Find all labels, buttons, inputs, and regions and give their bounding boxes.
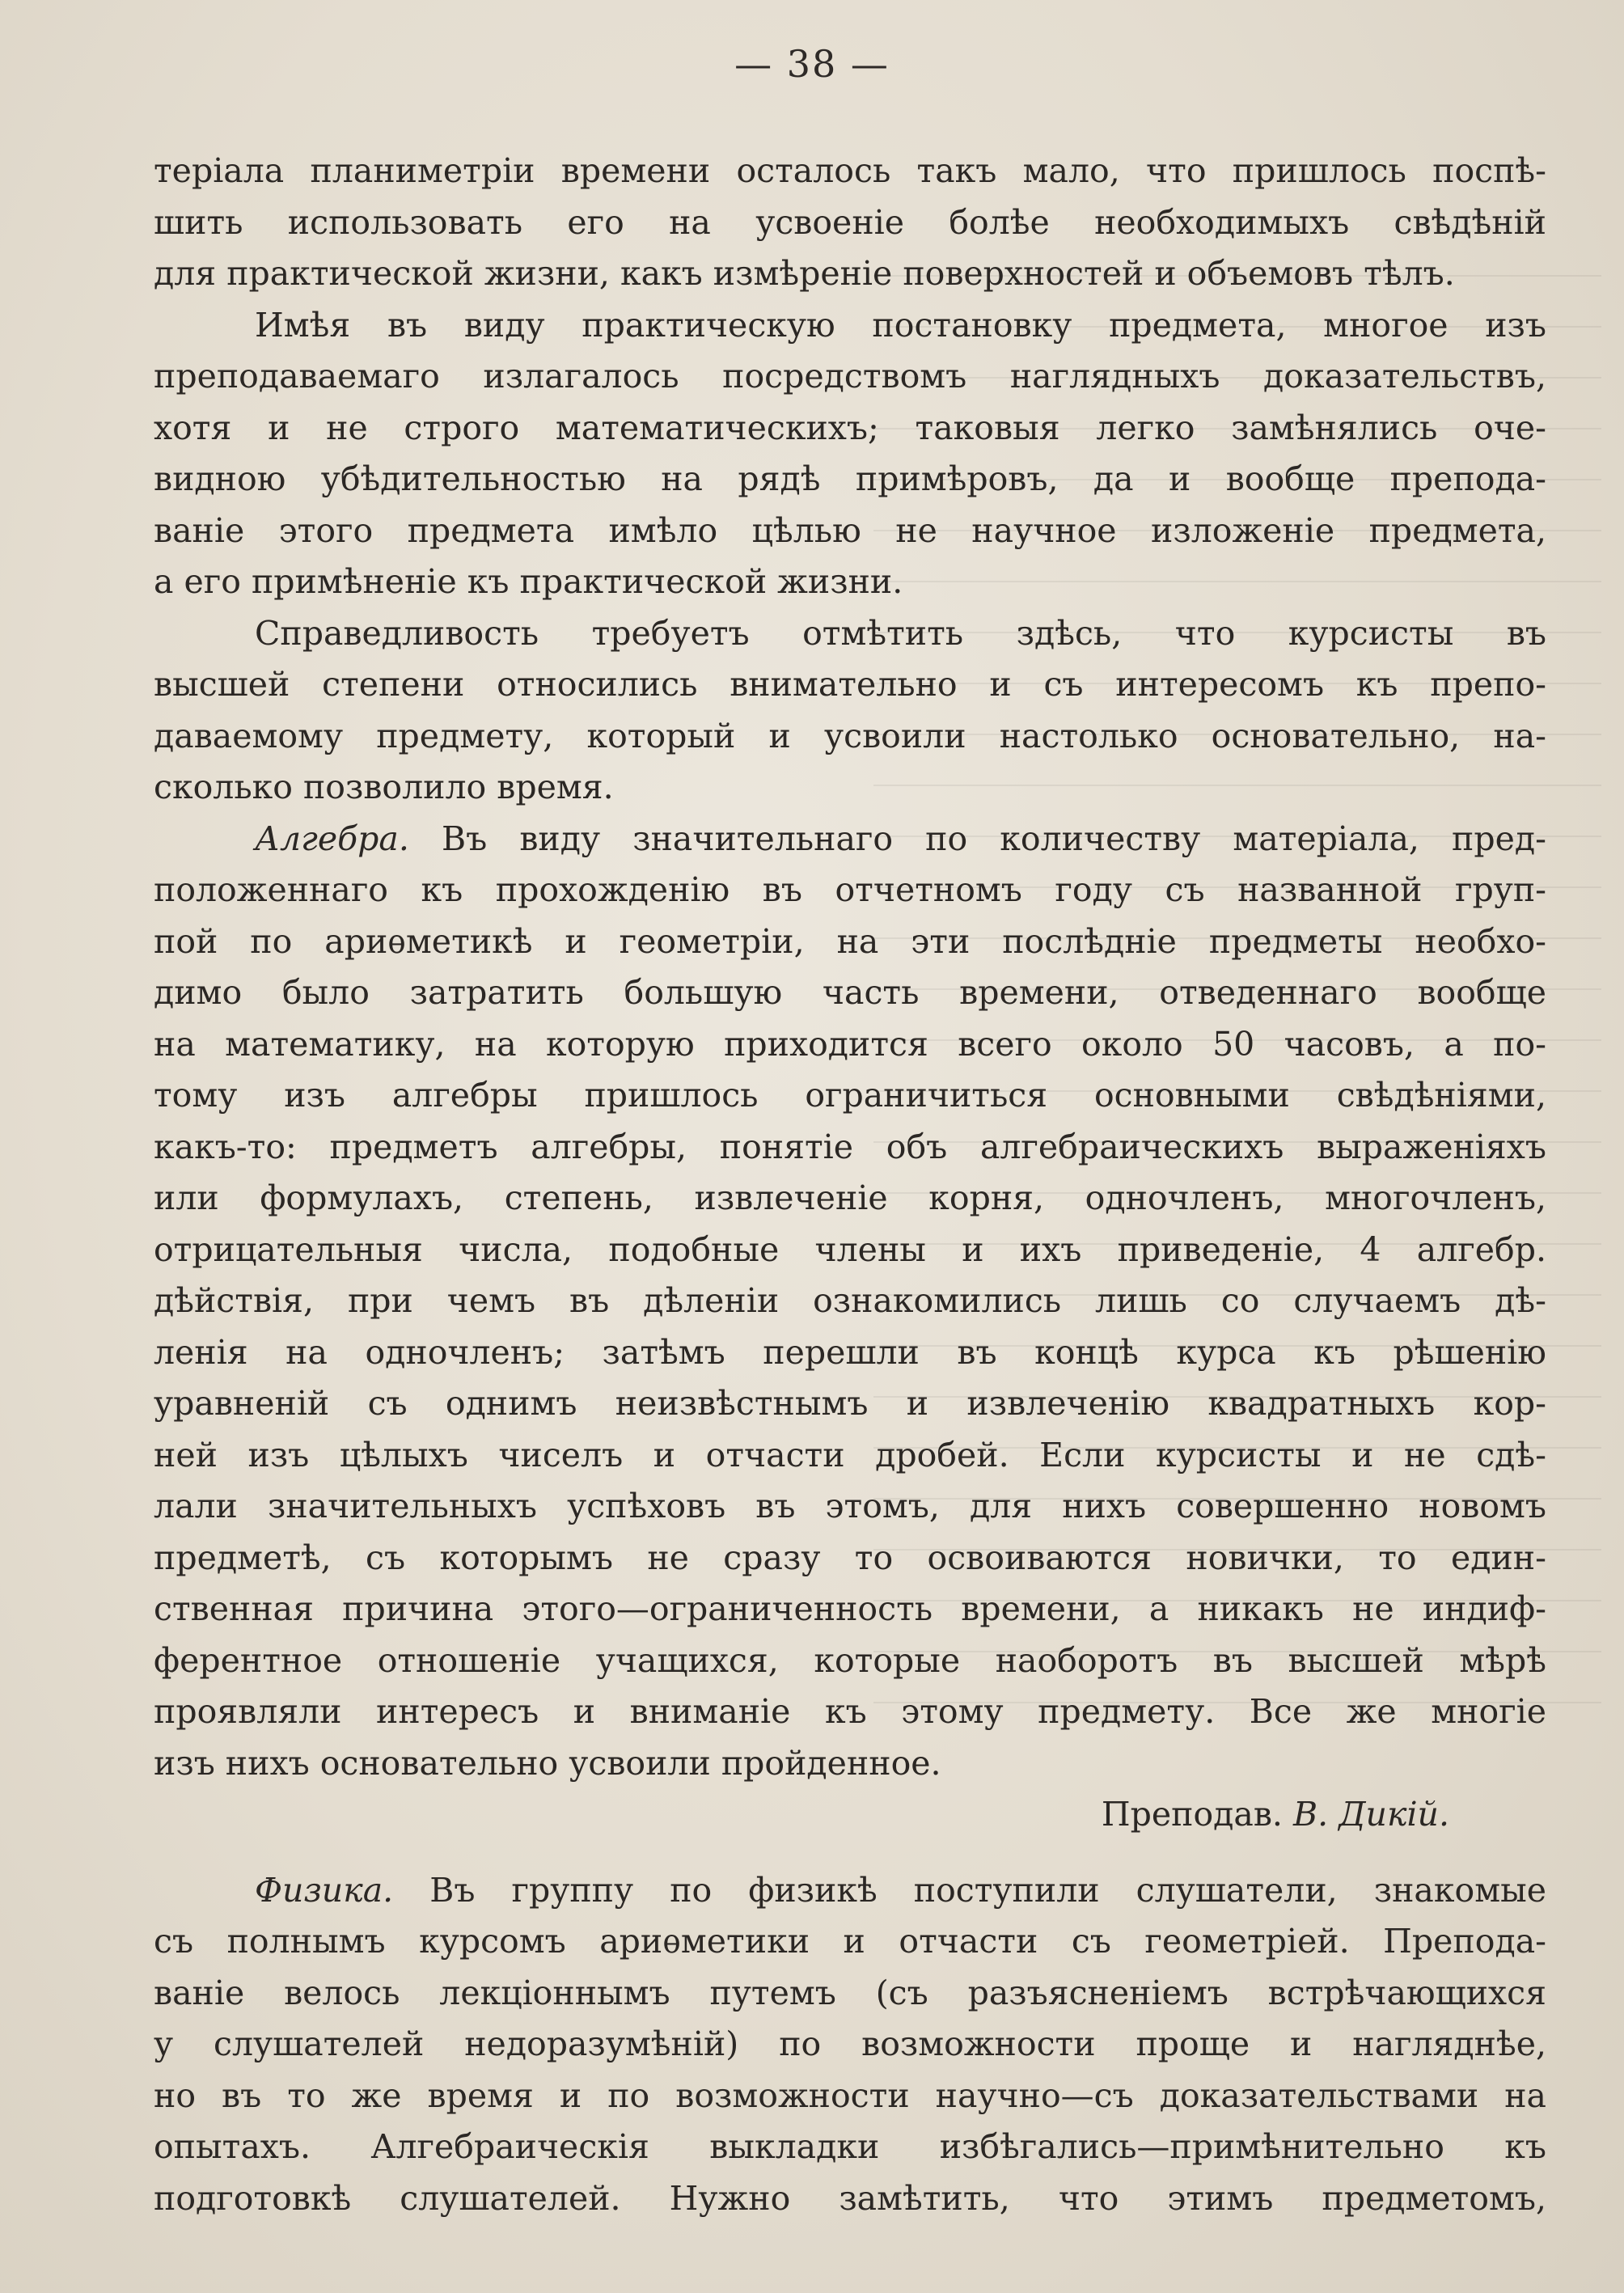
text-line: какъ-то: предметъ алгебры, понятіе объ алгебраическихъ выраженіяхъ — [154, 1127, 1546, 1166]
paragraph-algebra — [154, 814, 1546, 1790]
text-line — [154, 1865, 1546, 1917]
signature-label: Преподав. — [1101, 1795, 1283, 1834]
text-line: ленія на одночленъ; затѣмъ перешли въ концѣ курса къ рѣшенію — [154, 1332, 1546, 1372]
text-line: теріала планиметріи времени осталось такъ мало, что пришлось поспѣ- — [154, 151, 1546, 190]
text-line: положеннаго къ прохожденію въ отчетномъ году съ названной груп- — [154, 870, 1546, 909]
body-text — [154, 146, 1546, 2224]
paragraph-1 — [154, 146, 1546, 300]
text-line: опытахъ. Алгебраическія выкладки избѣгались—примѣнительно къ — [154, 2127, 1546, 2166]
text-line: преподаваемаго излагалось посредствомъ наглядныхъ доказательствъ, — [154, 357, 1546, 396]
text-line: отрицательныя числа, подобные члены и ихъ приведеніе, 4 алгебр. — [154, 1229, 1546, 1269]
text-line: ней изъ цѣлыхъ чиселъ и отчасти дробей. Если курсисты и не сдѣ- — [154, 1435, 1546, 1474]
text-line: даваемому предмету, который и усвоили настолько основательно, на- — [154, 716, 1546, 755]
text-line: ваніе этого предмета имѣло цѣлью не научное изложеніе предмета, — [154, 510, 1546, 550]
text-line: хотя и не строго математическихъ; таковыя легко замѣнялись оче- — [154, 408, 1546, 447]
text-line: дѣйствія, при чемъ въ дѣленіи ознакомились лишь со случаемъ дѣ- — [154, 1281, 1546, 1320]
text-line: проявляли интересъ и вниманіе къ этому предмету. Все же многіе — [154, 1692, 1546, 1731]
page-number: — 38 — — [734, 42, 890, 86]
text-line: а его примѣненіе къ практической жизни. — [154, 562, 903, 601]
text-line — [154, 814, 1546, 865]
section-heading-algebra: Алгебра. — [255, 819, 409, 858]
text-line: шить использовать его на усвоеніе болѣе необходимыхъ свѣдѣній — [154, 202, 1546, 242]
text-line-rest: Въ группу по физикѣ поступили слушатели, знакомые — [429, 1870, 1546, 1910]
text-line: высшей степени относились внимательно и съ интересомъ къ препо- — [154, 665, 1546, 704]
text-line: съ полнымъ курсомъ ариѳметики и отчасти съ геометріей. Препода- — [154, 1922, 1546, 1961]
text-line: ственная причина этого—ограниченность времени, а никакъ не индиф- — [154, 1589, 1546, 1628]
text-line: подготовкѣ слушателей. Нужно замѣтить, что этимъ предметомъ, — [154, 2178, 1546, 2218]
text-line: уравненій съ однимъ неизвѣстнымъ и извлеченію квадратныхъ кор- — [154, 1384, 1546, 1423]
paragraph-3 — [154, 608, 1546, 814]
text-line: видною убѣдительностью на рядѣ примѣровъ, да и вообще препода- — [154, 459, 1546, 498]
text-line-rest: Въ виду значительнаго по количеству матеріала, пред- — [442, 819, 1546, 858]
section-spacer — [154, 1841, 1546, 1865]
signature — [154, 1789, 1546, 1841]
text-line: лали значительныхъ успѣховъ въ этомъ, для нихъ совершенно новомъ — [154, 1487, 1546, 1525]
text-line: или формулахъ, степень, извлеченіе корня, одночленъ, многочленъ, — [154, 1178, 1546, 1217]
section-heading-physics: Физика. — [255, 1870, 394, 1910]
text-line: тому изъ алгебры пришлось ограничиться основными свѣдѣніями, — [154, 1076, 1546, 1115]
text-line: сколько позволило время. — [154, 768, 614, 806]
paragraph-2 — [154, 300, 1546, 608]
text-line: изъ нихъ основательно усвоили пройденное. — [154, 1743, 941, 1783]
text-line: пой по ариѳметикѣ и геометріи, на эти послѣдніе предметы необхо- — [154, 921, 1546, 961]
text-line: для практической жизни, какъ измѣреніе поверхностей и объемовъ тѣлъ. — [154, 254, 1455, 293]
text-line: Имѣя въ виду практическую постановку предмета, многое изъ — [255, 305, 1546, 345]
text-line: на математику, на которую приходится всего около 50 часовъ, а по- — [154, 1024, 1546, 1064]
text-line: предметѣ, съ которымъ не сразу то освоиваются новички, то един- — [154, 1538, 1546, 1577]
signature-name: В. Дикій. — [1293, 1795, 1449, 1834]
text-line: ферентное отношеніе учащихся, которые наоборотъ въ высшей мѣрѣ — [154, 1640, 1546, 1680]
text-line: димо было затратить большую часть времени, отведеннаго вообще — [154, 973, 1546, 1012]
text-line: ваніе велось лекціоннымъ путемъ (съ разъясненіемъ встрѣчающихся — [154, 1973, 1546, 2012]
paragraph-physics — [154, 1865, 1546, 2225]
text-line: но въ то же время и по возможности научно—съ доказательствами на — [154, 2075, 1546, 2115]
text-line: у слушателей недоразумѣній) по возможности проще и нагляднѣе, — [154, 2024, 1546, 2063]
text-line: Справедливость требуетъ отмѣтить здѣсь, что курсисты въ — [255, 613, 1546, 653]
